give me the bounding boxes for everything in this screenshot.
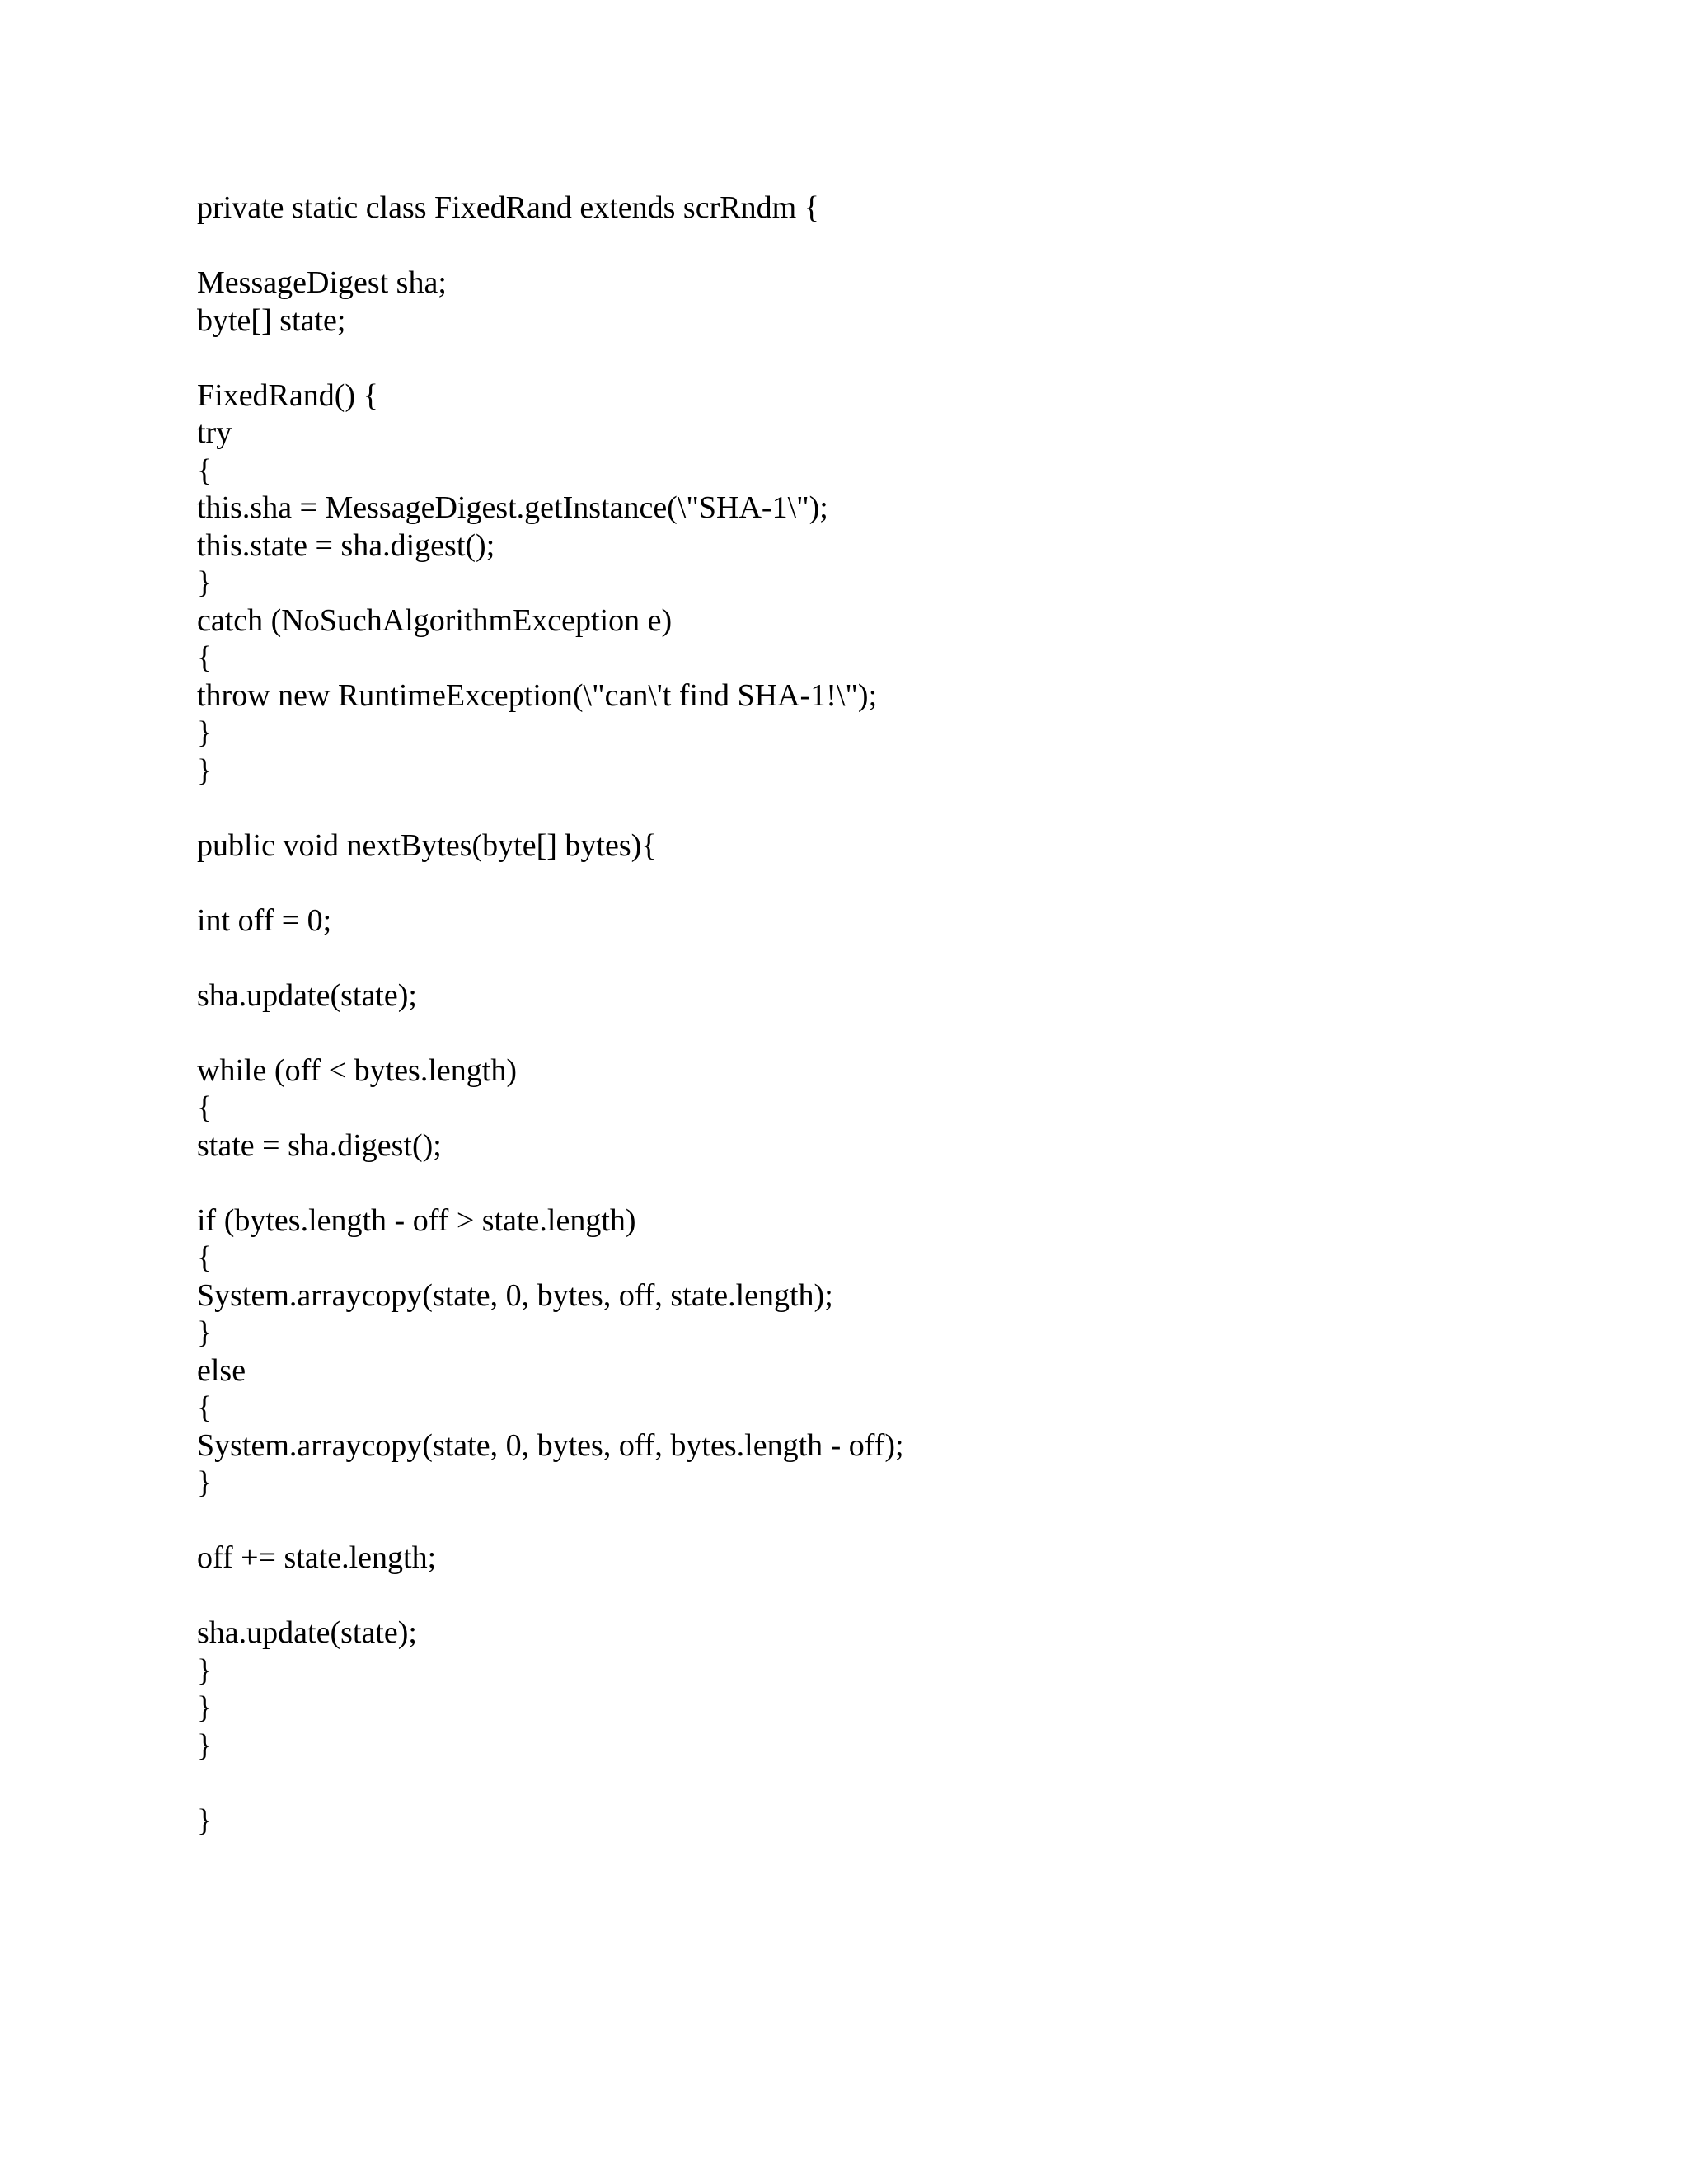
code-line: } [197, 752, 213, 788]
code-line: } [197, 1690, 213, 1725]
code-line: { [197, 640, 213, 675]
code-line [197, 865, 1598, 902]
code-line: { [197, 1390, 213, 1425]
code-line: } [197, 1727, 213, 1763]
code-line: this.state = sha.digest(); [197, 527, 495, 563]
code-line: { [197, 1090, 213, 1125]
code-line: state = sha.digest(); [197, 1127, 442, 1163]
code-line: } [197, 1465, 213, 1500]
code-line: } [197, 1652, 213, 1688]
code-line [197, 227, 1598, 265]
code-line: throw new RuntimeException(\"can\'t find SHA-1!\"); [197, 677, 878, 713]
code-line: catch (NoSuchAlgorithmException e) [197, 602, 673, 638]
code-line [197, 1015, 1598, 1052]
code-line: FixedRand() { [197, 377, 378, 413]
code-line: } [197, 1802, 213, 1838]
code-line [197, 1502, 1598, 1540]
code-line: this.sha = MessageDigest.getInstance(\"SHA-1\"); [197, 490, 828, 525]
code-line: sha.update(state); [197, 977, 417, 1013]
code-line [197, 790, 1598, 827]
code-line: } [197, 715, 213, 750]
code-line: off += state.length; [197, 1540, 437, 1575]
code-line: sha.update(state); [197, 1615, 417, 1650]
code-line: else [197, 1352, 246, 1388]
code-line: } [197, 1315, 213, 1350]
code-line: try [197, 415, 232, 450]
code-line: if (bytes.length - off > state.length) [197, 1202, 636, 1238]
code-line: MessageDigest sha; [197, 265, 447, 300]
code-line [197, 1765, 1598, 1802]
code-line: { [197, 1240, 213, 1275]
code-line [197, 940, 1598, 977]
code-line: int off = 0; [197, 902, 332, 938]
code-line [197, 1165, 1598, 1202]
code-line: } [197, 565, 213, 600]
code-line [197, 340, 1598, 377]
code-line: public void nextBytes(byte[] bytes){ [197, 827, 657, 863]
code-listing [197, 190, 1598, 1840]
code-line [197, 1577, 1598, 1615]
code-line: { [197, 452, 213, 488]
code-line: private static class FixedRand extends scrRndm { [197, 190, 819, 225]
code-line: System.arraycopy(state, 0, bytes, off, state.length); [197, 1277, 833, 1313]
code-line: System.arraycopy(state, 0, bytes, off, bytes.length - off); [197, 1427, 904, 1463]
code-line: byte[] state; [197, 302, 346, 338]
code-line: while (off < bytes.length) [197, 1052, 517, 1088]
